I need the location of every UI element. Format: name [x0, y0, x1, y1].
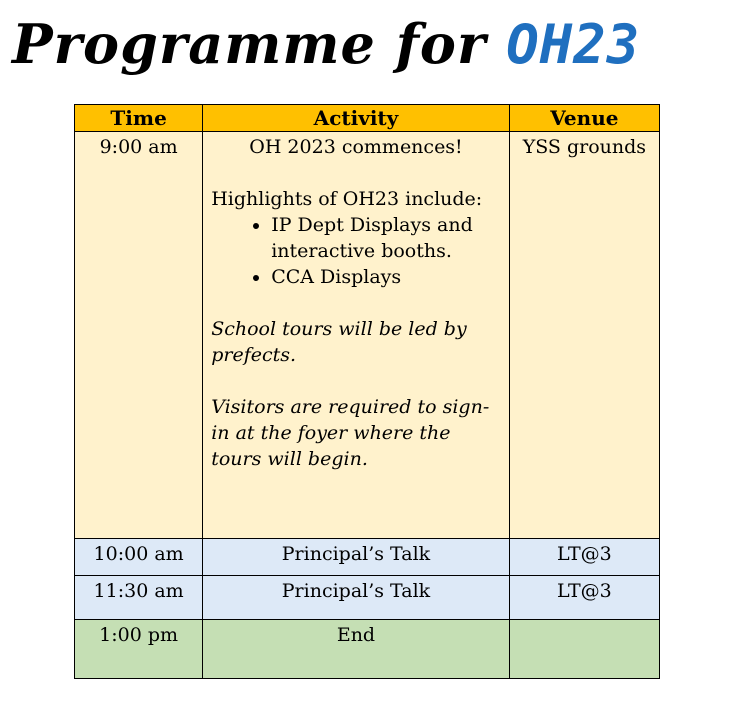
- visitors-note: Visitors are required to sign-in at the foyer where the tours will begin.: [211, 396, 490, 470]
- header-time: Time: [75, 105, 203, 132]
- activity-cell: Principal’s Talk: [203, 576, 510, 620]
- title-main: Programme for: [12, 12, 507, 76]
- title-accent: OH23: [506, 13, 641, 76]
- time-cell: 9:00 am: [75, 132, 203, 539]
- header-venue: Venue: [509, 105, 659, 132]
- table-row: [75, 576, 660, 620]
- venue-cell: [509, 620, 659, 679]
- activity-cell: Principal’s Talk: [203, 539, 510, 576]
- highlights-list: [211, 212, 501, 290]
- venue-cell: LT@3: [509, 576, 659, 620]
- highlights-intro: Highlights of OH23 include:: [211, 188, 483, 210]
- list-item: • CCA Displays: [271, 264, 501, 290]
- activity-cell: End: [203, 620, 510, 679]
- venue-cell: YSS grounds: [509, 132, 659, 539]
- time-cell: 10:00 am: [75, 539, 203, 576]
- programme-table: [74, 104, 660, 679]
- time-cell: 1:00 pm: [75, 620, 203, 679]
- page-title: [12, 4, 747, 84]
- table-row: [75, 620, 660, 679]
- table-row: [75, 539, 660, 576]
- venue-cell: LT@3: [509, 539, 659, 576]
- table-header-row: [75, 105, 660, 132]
- header-activity: Activity: [203, 105, 510, 132]
- time-cell: 11:30 am: [75, 576, 203, 620]
- list-item: • IP Dept Displays and interactive booths.: [271, 212, 501, 264]
- activity-cell: [203, 132, 510, 539]
- activity-title: OH 2023 commences!: [249, 136, 463, 158]
- table-row: [75, 132, 660, 539]
- tours-note: School tours will be led by prefects.: [211, 318, 467, 366]
